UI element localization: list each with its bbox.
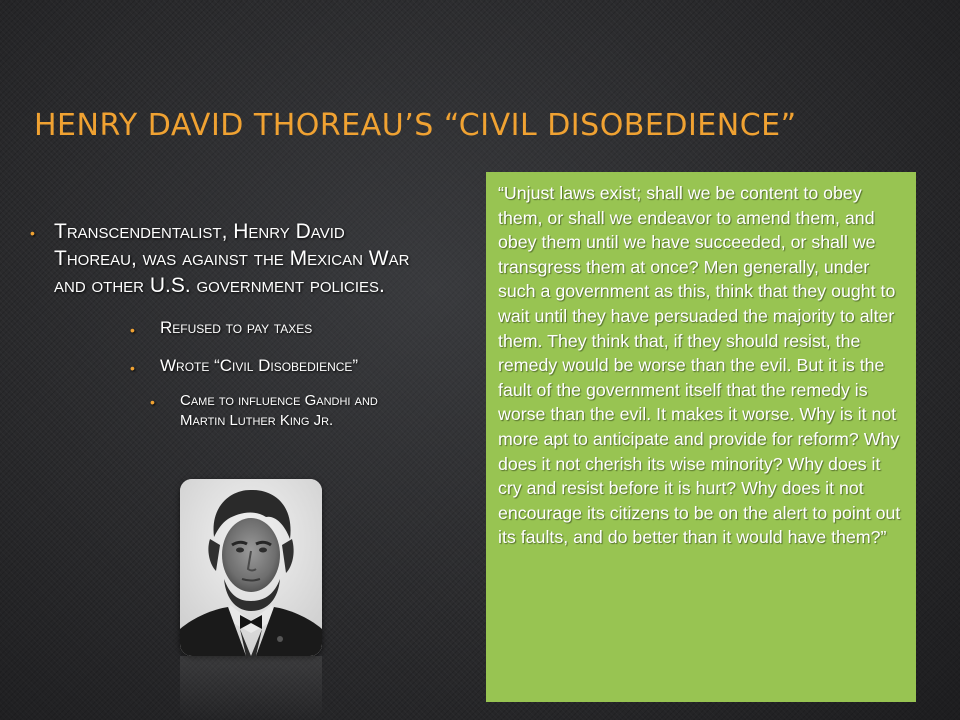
bullet-item-influence (130, 391, 410, 431)
quote-text: “Unjust laws exist; shall we be content to obey them, or shall we endeavor to amend them, and obey them until we have succeeded, or shall we transgress them at once? Men generally, under such a government as this, think that they ought to wait until they have persuaded the majority to alter them. They think that, if they should resist, the remedy would be worse than the evil. But it is the fault of the government itself that the remedy is worse than the evil. It makes it worse. Why is it not more apt to anticipate and provide for reform? Why does it not cherish its wise minority? Why does it cry and resist before it is hurt? Why does it not encourage its citizens to be on the alert to point out its faults, and do better than it would have them?” (498, 183, 901, 548)
bullet-item-civil-disobedience (130, 355, 410, 377)
bullet-dot-icon: • (130, 322, 135, 338)
thoreau-portrait-image (180, 479, 322, 656)
bullet-item-transcendentalist (30, 218, 410, 299)
bullet-dot-icon: • (150, 394, 155, 410)
bullet-dot-icon: • (30, 225, 35, 241)
bullet-text: Refused to pay taxes (160, 318, 313, 337)
bullet-dot-icon: • (130, 360, 135, 376)
bullet-list (30, 218, 410, 431)
bullet-text: Came to influence Gandhi and Martin Luther King Jr. (180, 392, 378, 429)
slide-title: HENRY DAVID THOREAU’S “CIVIL DISOBEDIENCE” (34, 108, 797, 143)
quote-box (486, 172, 916, 702)
bullet-text: Transcendentalist, Henry David Thoreau, was against the Mexican War and other U.S. government policies. (54, 220, 410, 297)
bullet-item-taxes (130, 317, 410, 339)
portrait-photo-icon (180, 479, 322, 656)
bullet-text: Wrote “Civil Disobedience” (160, 356, 359, 375)
portrait-reflection (180, 656, 322, 720)
